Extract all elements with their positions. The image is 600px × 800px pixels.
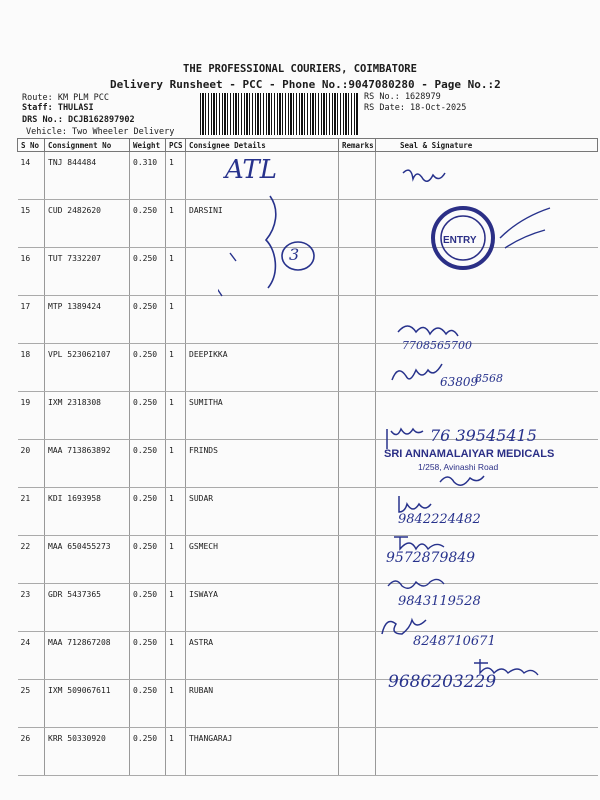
cell-remarks <box>339 632 376 680</box>
cell-weight: 0.250 <box>130 296 166 344</box>
cell-consignment: KRR 50330920 <box>45 728 130 776</box>
table-row <box>18 344 598 392</box>
route: Route: KM PLM PCC <box>22 93 109 103</box>
cell-pcs: 1 <box>166 584 186 632</box>
rs-number: RS No.: 1628979 <box>364 92 441 102</box>
cell-consignee: THANGARAJ <box>186 728 339 776</box>
col-pcs: PCS <box>166 139 186 152</box>
cell-weight: 0.250 <box>130 344 166 392</box>
cell-seal-signature <box>376 728 598 776</box>
cell-remarks <box>339 584 376 632</box>
phone-18: 7708565700 <box>402 339 472 352</box>
cell-pcs: 1 <box>166 440 186 488</box>
cell-consignment: GDR 5437365 <box>45 584 130 632</box>
cell-consignee: ISWAYA <box>186 584 339 632</box>
cell-sno: 20 <box>18 440 45 488</box>
cell-remarks <box>339 536 376 584</box>
cell-remarks <box>339 200 376 248</box>
cell-weight: 0.250 <box>130 488 166 536</box>
handwritten-bracket-marks <box>218 188 318 303</box>
cell-sno: 26 <box>18 728 45 776</box>
cell-consignment: TUT 7332207 <box>45 248 130 296</box>
cell-pcs: 1 <box>166 200 186 248</box>
cell-consignee: DARSINI <box>186 200 339 248</box>
signature-14 <box>398 163 458 189</box>
cell-sno: 19 <box>18 392 45 440</box>
phone-26: 9686203229 <box>388 672 497 692</box>
cell-remarks <box>339 344 376 392</box>
cell-consignment: IXM 2318308 <box>45 392 130 440</box>
cell-consignment: TNJ 844484 <box>45 152 130 200</box>
cell-consignee: SUDAR <box>186 488 339 536</box>
col-consignee: Consignee Details <box>186 139 339 152</box>
cell-sno: 18 <box>18 344 45 392</box>
cell-sno: 25 <box>18 680 45 728</box>
cell-consignment: MAA 650455273 <box>45 536 130 584</box>
signature-24 <box>384 574 454 592</box>
col-sno: S No <box>18 139 45 152</box>
cell-remarks <box>339 296 376 344</box>
phone-19b: 8568 <box>475 372 503 385</box>
cell-sno: 24 <box>18 632 45 680</box>
cell-sno: 16 <box>18 248 45 296</box>
company-title: THE PROFESSIONAL COURIERS, COIMBATORE <box>183 63 417 75</box>
cell-sno: 23 <box>18 584 45 632</box>
cell-remarks <box>339 152 376 200</box>
cell-sno: 22 <box>18 536 45 584</box>
signature-18 <box>395 318 465 340</box>
cell-weight: 0.250 <box>130 248 166 296</box>
col-consignment: Consignment No <box>45 139 130 152</box>
cell-weight: 0.250 <box>130 392 166 440</box>
medical-stamp-name: SRI ANNAMALAIYAR MEDICALS <box>384 448 555 460</box>
cell-pcs: 1 <box>166 536 186 584</box>
cell-consignment: VPL 523062107 <box>45 344 130 392</box>
cell-remarks <box>339 728 376 776</box>
cell-consignment: KDI 1693958 <box>45 488 130 536</box>
signature-19 <box>388 360 448 390</box>
table-row <box>18 728 598 776</box>
medical-stamp-address: 1/258, Avinashi Road <box>418 462 499 472</box>
cell-consignment: IXM 509067611 <box>45 680 130 728</box>
cell-sno: 14 <box>18 152 45 200</box>
cell-consignee: RUBAN <box>186 680 339 728</box>
cell-sno: 15 <box>18 200 45 248</box>
cell-pcs: 1 <box>166 152 186 200</box>
handwritten-atl: ATL <box>225 155 277 185</box>
cell-consignment: MAA 713863892 <box>45 440 130 488</box>
cell-consignee: ASTRA <box>186 632 339 680</box>
phone-19a: 63809 <box>440 375 479 389</box>
cell-consignee: SUMITHA <box>186 392 339 440</box>
cell-weight: 0.310 <box>130 152 166 200</box>
cell-pcs: 1 <box>166 728 186 776</box>
cell-remarks <box>339 440 376 488</box>
cell-weight: 0.250 <box>130 200 166 248</box>
cell-consignee: GSMECH <box>186 536 339 584</box>
cell-weight: 0.250 <box>130 584 166 632</box>
table-row <box>18 680 598 728</box>
col-weight: Weight <box>130 139 166 152</box>
rs-date: RS Date: 18-Oct-2025 <box>364 103 467 113</box>
circled-count: 3 <box>289 245 300 264</box>
phone-20: 76 39545415 <box>430 426 537 445</box>
cell-weight: 0.250 <box>130 632 166 680</box>
table-row <box>18 536 598 584</box>
cell-remarks <box>339 488 376 536</box>
cell-pcs: 1 <box>166 296 186 344</box>
drs-number: DRS No.: DCJB162897902 <box>22 115 135 125</box>
cell-weight: 0.250 <box>130 728 166 776</box>
cell-remarks <box>339 680 376 728</box>
cell-pcs: 1 <box>166 344 186 392</box>
vehicle: Vehicle: Two Wheeler Delivery <box>26 127 175 137</box>
table-row <box>18 584 598 632</box>
cell-pcs: 1 <box>166 632 186 680</box>
col-seal-signature: Seal & Signature <box>376 139 598 152</box>
phone-23: 9572879849 <box>386 550 476 566</box>
cell-pcs: 1 <box>166 248 186 296</box>
staff: Staff: THULASI <box>22 103 94 113</box>
table-row <box>18 488 598 536</box>
cell-remarks <box>339 248 376 296</box>
barcode <box>200 93 358 135</box>
cell-weight: 0.250 <box>130 440 166 488</box>
cell-consignee: DEEPIKKA <box>186 344 339 392</box>
cell-remarks <box>339 392 376 440</box>
cell-consignment: MTP 1389424 <box>45 296 130 344</box>
cell-pcs: 1 <box>166 488 186 536</box>
cell-sno: 17 <box>18 296 45 344</box>
cell-pcs: 1 <box>166 680 186 728</box>
cell-weight: 0.250 <box>130 536 166 584</box>
cell-pcs: 1 <box>166 392 186 440</box>
col-remarks: Remarks <box>339 139 376 152</box>
cell-weight: 0.250 <box>130 680 166 728</box>
runsheet-subtitle: Delivery Runsheet - PCC - Phone No.:9047080280 - Page No.:2 <box>110 78 501 91</box>
cell-consignee: FRINDS <box>186 440 339 488</box>
cell-consignment: MAA 712867208 <box>45 632 130 680</box>
table-row <box>18 440 598 488</box>
phone-25: 8248710671 <box>413 634 496 649</box>
table-header <box>18 139 598 152</box>
signature-21 <box>430 468 510 490</box>
phone-24: 9843119528 <box>398 594 481 609</box>
entry-seal <box>420 198 560 278</box>
phone-22: 9842224482 <box>398 512 481 527</box>
cell-sno: 21 <box>18 488 45 536</box>
cell-consignment: CUD 2482620 <box>45 200 130 248</box>
entry-seal-text: ENTRY <box>443 235 477 246</box>
